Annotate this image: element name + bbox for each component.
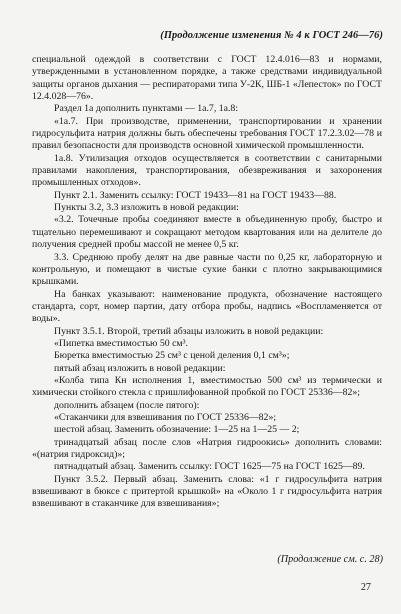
paragraph: Бюретка вместимостью 25 см³ с ценой деления 0,1 см³»; xyxy=(54,350,290,362)
paragraph: Раздел 1а дополнить пунктами — 1а.7, 1а.8: xyxy=(54,103,239,115)
paragraph: «Стаканчики для взвешивания по ГОСТ 25336—82»; xyxy=(54,411,277,423)
paragraph: дополнить абзацем (после пятого): xyxy=(54,399,200,411)
paragraph: специальной одеждой в соответствии с ГОСТ 12.4.016—83 и нормами, утвержденными в установленном порядке, а также средствами индивидуальной защиты органов дыхания — респираторами типа У-2К, ШБ-1 «Лепесток» по ГОСТ 12.4.028—76». xyxy=(32,54,382,103)
paragraph: «Пипетка вместимостью 50 см³. xyxy=(54,337,189,349)
paragraph: «1а.7. При производстве, применении, транспортировании и хранении гидросульфита натрия должны быть обеспечены требования ГОСТ 17.2.3.02—78 и правил безопасности для производств основной химической промышленности. xyxy=(32,115,382,152)
paragraph: Пункт 3.5.2. Первый абзац. Заменить слова: «1 г гидросульфита натрия взвешивают в бюксе с притертой крышкой» на «Около 1 г гидросульфита натрия взвешивают в стаканчике для взвешивания»; xyxy=(32,473,382,510)
document-body xyxy=(32,54,382,511)
running-header: (Продолжение изменения № 4 к ГОСТ 246—76) xyxy=(160,30,383,41)
paragraph: На банках указывают: наименование продукта, обозначение настоящего стандарта, сорт, номер партии, дату отбора пробы, надпись «Воспламеняется от воды». xyxy=(32,288,382,325)
paragraph: 1а.8. Утилизация отходов осуществляется в соответствии с санитарными правилами накопления, транспортирования, обезвреживания и захоронения промышленных отходов». xyxy=(32,152,382,189)
paragraph: Пункт 3.5.1. Второй, третий абзацы изложить в новой редакции: xyxy=(54,325,324,337)
page-number: 27 xyxy=(360,582,371,593)
paragraph: пятый абзац изложить в новой редакции: xyxy=(54,362,226,374)
paragraph: тринадцатый абзац после слов «Натрия гидроокись» дополнить словами: «(натрия гидроксид)»; xyxy=(32,436,382,460)
paragraph: «3.2. Точечные пробы соединяют вместе в объединенную пробу, быстро и тщательно перемешивают и сокращают методом квартования или на делителе до получения средней пробы массой не менее 0,5 кг. xyxy=(32,214,382,251)
continuation-note: (Продолжение см. с. 28) xyxy=(277,554,383,565)
paragraph: «Колба типа Кн исполнения 1, вместимостью 500 см³ из термически и химически стойкого стекла с пришлифованной пробкой по ГОСТ 25336—82»; xyxy=(32,374,382,399)
paragraph: пятнадцатый абзац. Заменить ссылку: ГОСТ 1625—75 на ГОСТ 1625—89. xyxy=(54,461,365,473)
paragraph: 3.3. Среднюю пробу делят на две равные части по 0,25 кг, лабораторную и контрольную, и помещают в чистые сухие банки с плотно закрывающимися крышками. xyxy=(32,251,382,288)
paragraph: Пункт 2.1. Заменить ссылку: ГОСТ 19433—81 на ГОСТ 19433—88. xyxy=(54,189,337,201)
paragraph: шестой абзац. Заменить обозначение: 1—25 на 1—25 — 2; xyxy=(54,424,300,436)
paragraph: Пункты 3.2, 3.3 изложить в новой редакции: xyxy=(54,202,239,214)
